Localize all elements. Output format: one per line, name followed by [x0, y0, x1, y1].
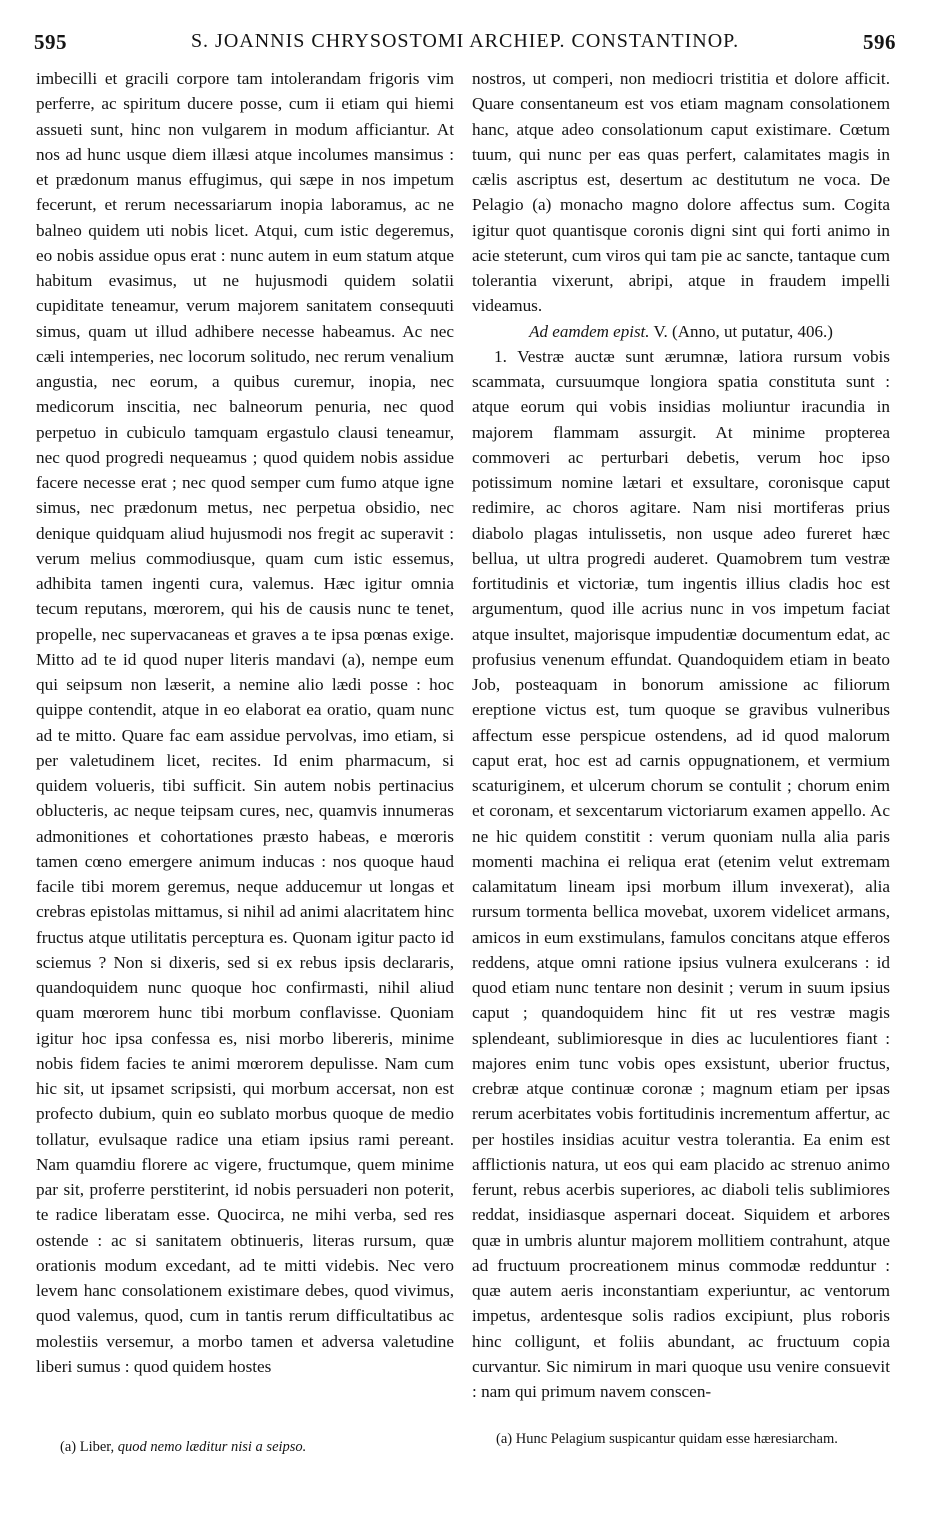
right-column: [472, 66, 890, 1404]
footnote-right: (a) Hunc Pelagium suspicantur quidam esse hæresiarcham.: [496, 1431, 838, 1447]
right-paragraph-1: nostros, ut comperi, non mediocri tristitia et dolore afficit. Quare consentaneum est vos etiam magnam consolationem hanc, atque adeo consolationum caput existimare. Cœtum tuum, qui nunc per eas quas perfert, calamitates magis in cælis ascriptus est, desertum ac destitutum ne voca. De Pelagio (a) monacho magno dolore affectus sum. Cogita igitur quot quantisque coronis digni sint qui forti animo in acie steterunt, cum viros qui tam pie ac sancte, tantaque cum tolerantia vixerunt, abripi, atque in fraudem impelli videamus.: [472, 69, 890, 316]
letter-heading-rest: V. (Anno, ut putatur, 406.): [649, 321, 833, 341]
footnote-left-italic: quod nemo læditur nisi a seipso.: [117, 1439, 307, 1455]
right-paragraph-2: 1. Vestræ auctæ sunt ærumnæ, latiora rursum vobis scammata, cursuumque longiora spatia constituta sunt : atque eorum qui vobis insidias moliuntur iracundia in majorem flammam assurgit. At minime propterea commoveri ac perturbari debetis, verum hoc ipso potissimum nomine lætari et exsultare, coronisque caput redimire, ac choros agitare. Nam nisi mortiferas prius diabolo plagas intulissetis, non usque adeo fureret hæc bellua, ut ultra progredi auderet. Quamobrem tum vestræ fortitudinis et victoriæ, tum ingentis illius cladis hoc est argumentum, quod ille acrius nunc in vos impetum faciat atque insultet, majorisque impudentiæ documentum edat, ac profusius venenum effundat. Quandoquidem etiam in beato Job, posteaquam in bonorum amissione ac filiorum ereptione victus est, tum quoque se gravibus vulneribus affectum esse perspicue ostendens, ad id quod malorum caput erat, hoc est ad carnis oppugnationem, et vermium scaturiginem, et ulcerum chorum se contulit ; chorum enim et coronam, et sexcentarum victoriarum examen appello. Ac ne hic quidem constitit : verum quoniam nulla alia paris momenti machina ei reliqua erat (etenim velut extremam calamitatum lineam ipsi morbum illum invexerat), alia rursum tormenta bellica movebat, uxorem videlicet armans, amicos in eum exstimulans, famulos concitans atque efferos reddens, atque omni ratione ipsius vulnera exulcerans : id quod etiam nunc tentare non desinit ; verum in suum ipsius caput ; quandoquidem hinc fit ut res vestræ magis splendeant, sublimioresque in dies ac luculentiores fiant : majores enim tunc vobis opes exsistunt, uberior fructus, crebræ atque continuæ coronæ ; magnum etiam per ipsas rerum acerbitates vobis fortitudinis incrementum affertur, ac per hostiles insidias acuitur vestra tolerantia. Ea enim est afflictionis natura, ut eos qui eam placido ac strenuo animo ferunt, rebus acerbis superiores, ac diaboli telis sublimiores reddat, insidiasque aspernari doceat. Siquidem et arbores quæ in umbris aluntur majorem mollitiem contrahunt, atque ad fructuum procreationem minus commodæ redduntur : quæ autem aeris inconstantiam experiuntur, ac ventorum impetus, ardentesque solis radios excipiunt, plus roboris hinc colligunt, et foliis abundant, ac fructuum copia curvantur. Sic nimirum in mari quoque usu venire consuevit : nam qui primum navem conscen-: [472, 346, 890, 1401]
letter-heading: [472, 319, 890, 344]
footnote-left-mark: (a) Liber,: [60, 1439, 118, 1455]
running-title: S. JOANNIS CHRYSOSTOMI ARCHIEP. CONSTANTINOP.: [190, 30, 740, 52]
left-column: [36, 66, 454, 1379]
page-number-right: 596: [863, 30, 896, 54]
page-header: [34, 30, 896, 60]
left-column-text: imbecilli et gracili corpore tam intolerandam frigoris vim perferre, ac spiritum ducere posse, cum ii etiam qui hiemi assueti sunt, hinc non vulgarem in modum afficiantur. At nos ad hunc usque diem illæsi atque incolumes mansimus : et prædonum manus effugimus, qui sæpe in nos impetum fecerunt, et rerum necessariarum inopia laboramus, ac ne balneo quidem uti nobis licet. Atqui, cum istic degeremus, eo nobis assidue opus erat : nunc autem in eum statum atque habitum evasimus, ut ne hujusmodi quidem solatii cupiditate teneamur, verum majorem sanitatem consequuti simus, quam ut illud adhibere necesse habeamus. Ac nec cæli intemperies, nec locorum solitudo, nec rerum venalium angustia, nec eorum, a quibus curemur, inopia, nec medicorum inscitia, nec balneorum penuria, nec quod perpetuo in cubiculo tamquam ergastulo clausi teneamur, nec quod progredi nequeamus ; quod quidem nobis assidue facere necesse erat ; nec quod semper cum fumo atque igne simus, nec prædonum metus, nec perpetua obsidio, nec denique quidquam aliud hujusmodi nos fregit ac superavit : verum melius commodiusque, quam cum istic essemus, adhibita tamen ingenti cura, valemus. Hæc igitur omnia tecum reputans, mœrorem, qui his de causis nunc te tenet, propelle, nec supervacaneas et graves a te ipsa pœnas exige. Mitto ad te id quod nuper literis mandavi (a), nempe eum qui seipsum non læserit, a nemine alio lædi posse : hoc quippe contendit, atque in eo elaborat ea oratio, quam nunc ad te mitto. Quare fac eam assidue pervolvas, imo etiam, si per valetudinem licet, recites. Id enim pharmacum, si quidem volueris, tibi sufficit. Sin autem nobis pertinacius oblucteris, ac neque teipsam cures, nec, quamvis innumeras admonitiones et cohortationes præsto habeas, e mœroris tamen cœno emergere animum inducas : nos quoque haud facile tibi morem geremus, neque adducemur ut longas et crebras epistolas mittamus, si nihil ad animi alacritatem hinc fructus atque utilitatis perceptura es. Quonam igitur pacto id sciemus ? Non si dixeris, sed si ex rebus ipsis declararis, quandoquidem nunc quoque hoc confirmasti, nihil aliud quam mœrorem hunc tibi morbum conflavisse. Quoniam igitur hoc ipsa confessa es, nisi morbo libereris, minime nobis fidem facies te animi mœrorem depulisse. Nam cum hic sit, ut ipsamet scripsisti, qui morbum accersat, non est profecto dubium, quin eo sublato morbus quoque de medio tollatur, evulsaque radice una etiam ipsius rami pereant. Nam quamdiu florere ac vigere, fructumque, quem minime par sit, proferre perstiterint, id nobis persuaderi non poterit, te radice liberatam esse. Quocirca, ne mihi verba, sed res ostende : ac si sanitatem obtinueris, literas rursum, quæ orationis modum excedant, ad te mitti videbis. Nec vero levem hanc consolationem existimare debes, quod vivimus, quod valemus, quod, cum in tantis rerum difficultatibus ac molestiis versemur, a morbo tamen et adversa valetudine liberi sumus : quod quidem hostes: [36, 69, 454, 1376]
footnote-left: [60, 1437, 460, 1457]
page-number-left: 595: [34, 30, 67, 54]
letter-heading-italic: Ad eamdem epist.: [529, 321, 650, 341]
